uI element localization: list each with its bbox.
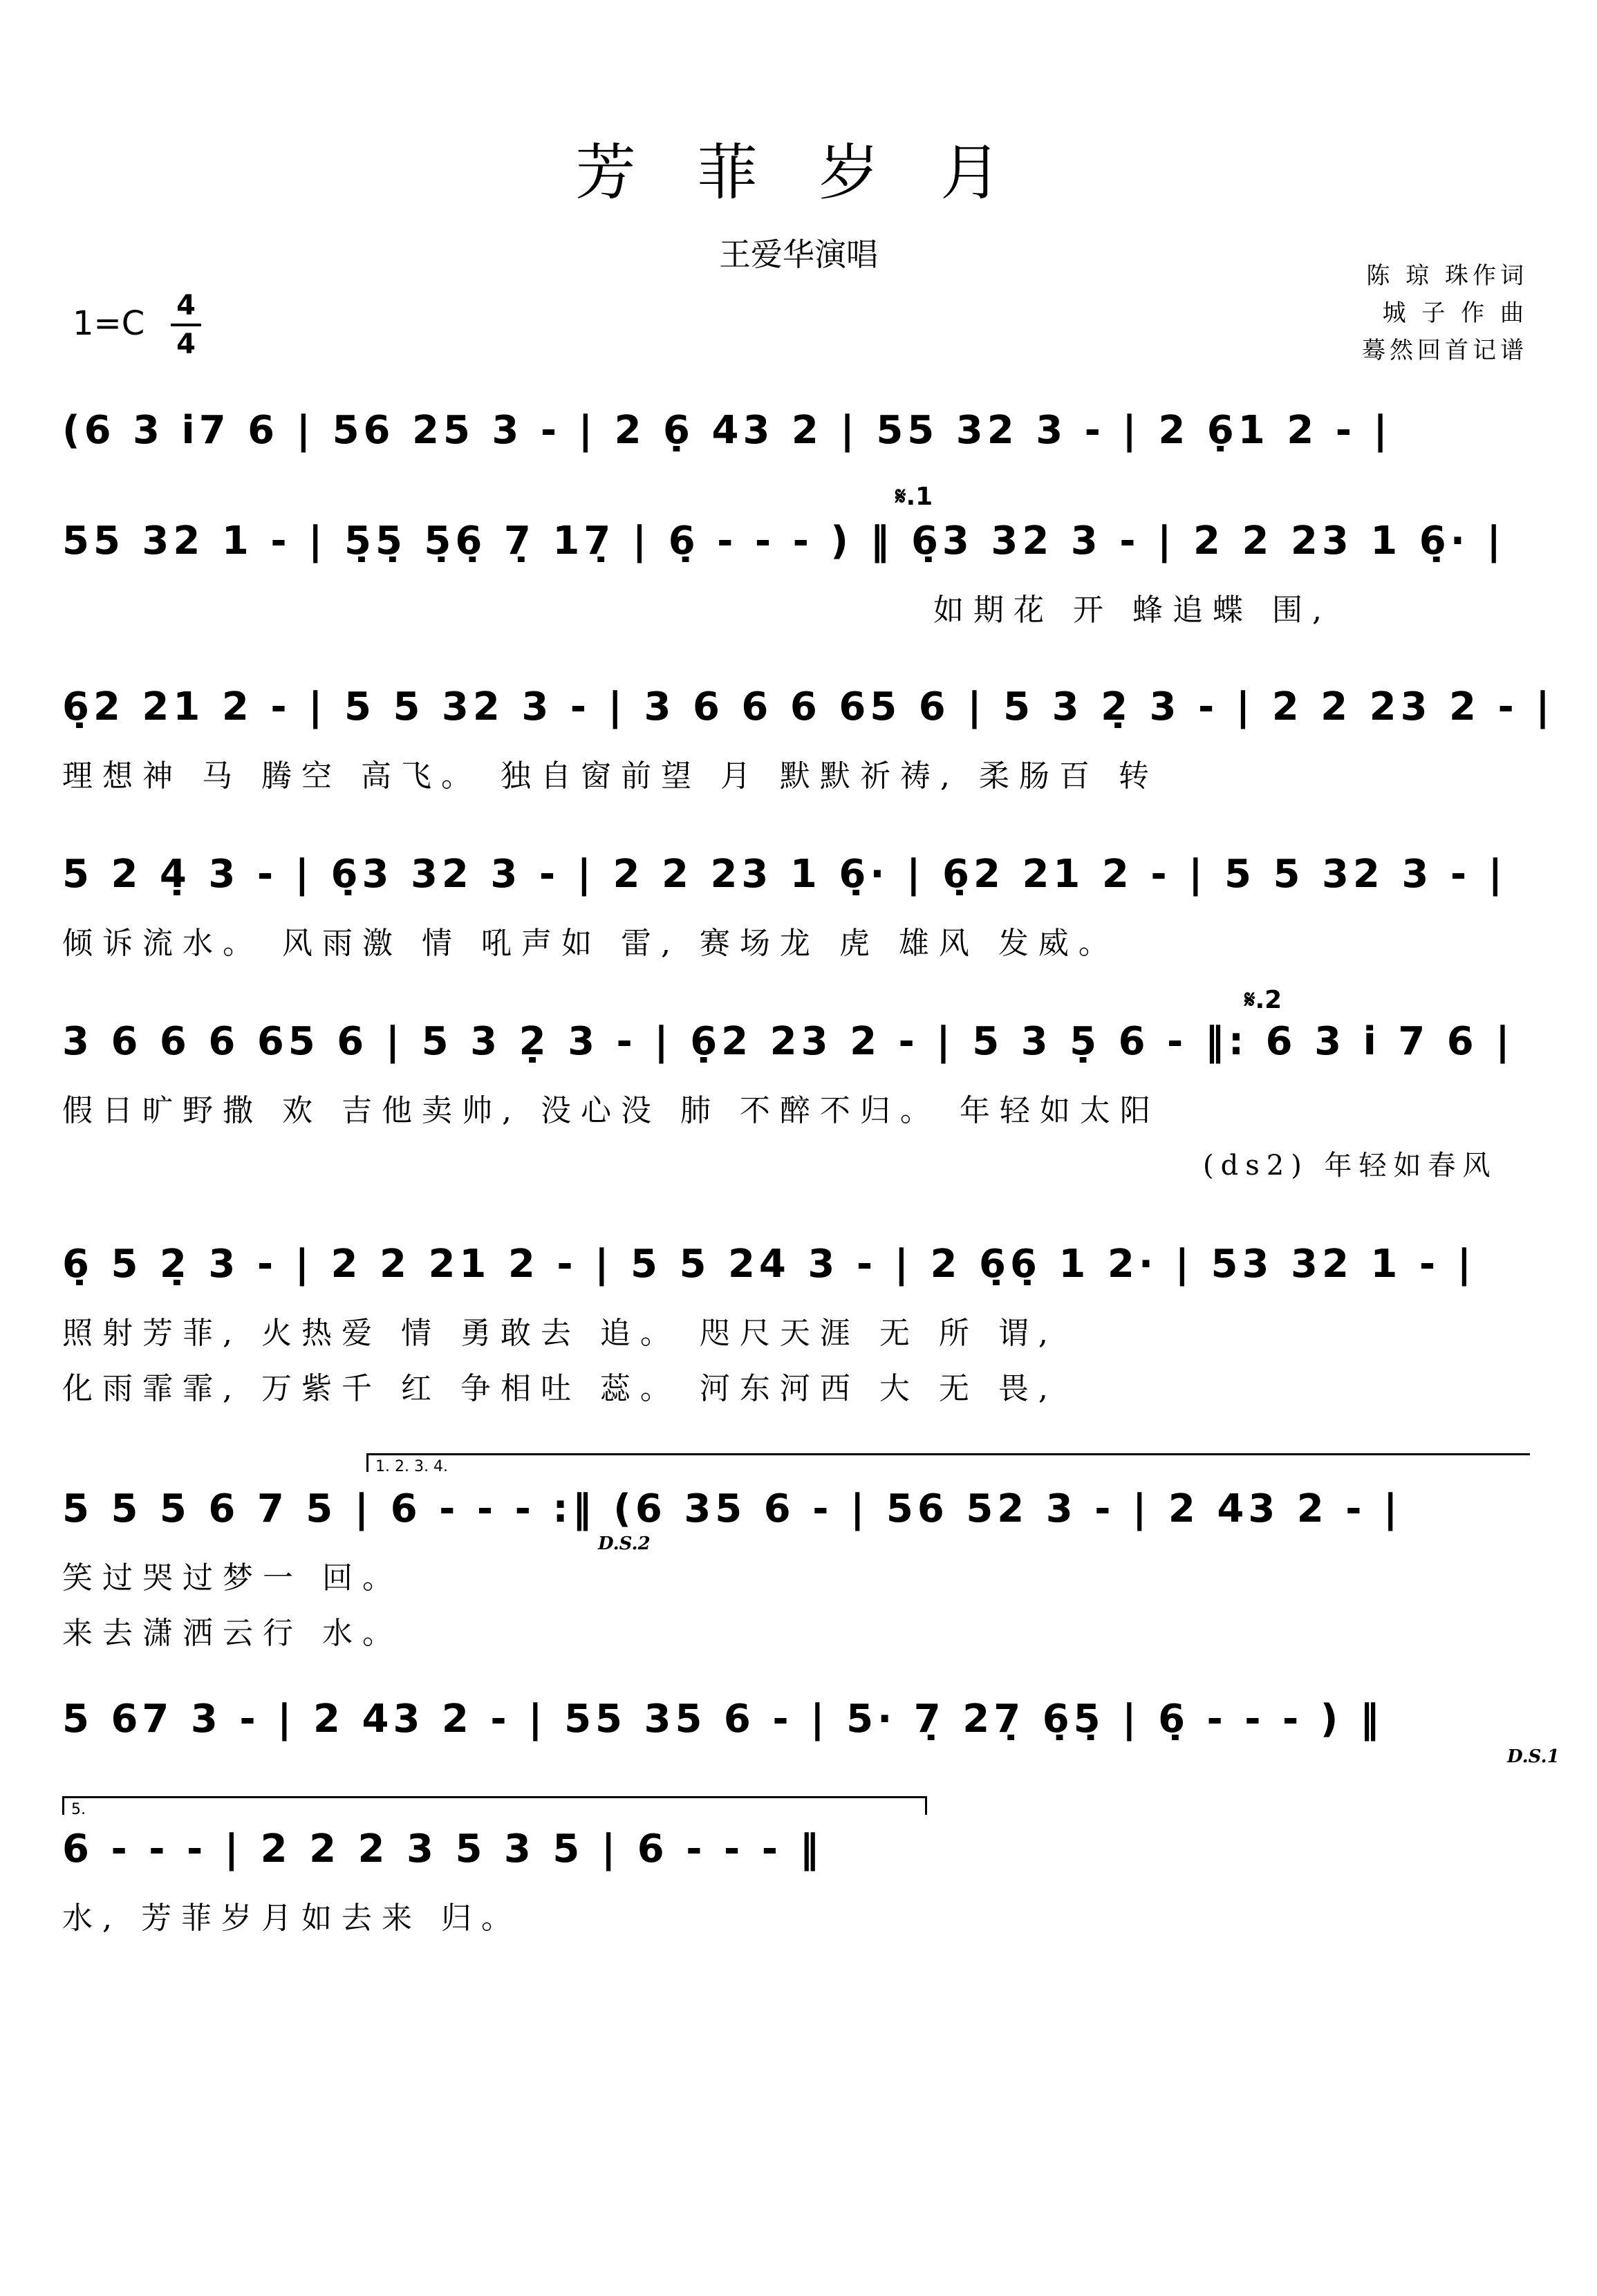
performer: 王爱华演唱 — [719, 236, 878, 273]
lyrics-line-6b: 化雨霏霏, 万紫千 红 争相吐 蕊。 河东河西 大 无 畏, — [62, 1371, 1058, 1406]
lyricist: 陈 琼 珠作词 — [1366, 262, 1528, 290]
notes-line-6: 6̣ 5 2̣ 3 - | 2 2 21 2 - | 5 5 24 3 - | 2 6̣6̣ 1 2· | 53 32 1 - | — [62, 1242, 1476, 1287]
lyrics-line-7b: 来去潇洒云行 水。 — [62, 1616, 402, 1651]
ds-1-mark: D.S.1 — [1507, 1746, 1560, 1767]
time-signature — [171, 289, 201, 361]
notes-line-9: 6 - - - | 2 2 2 3 5 3 5 | 6 - - - ‖ — [62, 1827, 823, 1872]
composer: 城 子 作 曲 — [1382, 299, 1528, 327]
lyrics-line-5a: 假日旷野撒 欢 吉他卖帅, 没心没 肺 不醉不归。 年轻如太阳 — [62, 1093, 1160, 1128]
lyrics-line-7a: 笑过哭过梦一 回。 — [62, 1560, 402, 1596]
notes-line-8: 5 67 3 - | 2 43 2 - | 55 35 6 - | 5· 7̣ 27̣ 6̣5̣ | 6̣ - - - ) ‖ — [62, 1697, 1383, 1742]
lyrics-line-3: 理想神 马 腾空 高飞。 独自窗前望 月 默默祈祷, 柔肠百 转 — [62, 758, 1159, 794]
credits — [1362, 257, 1528, 369]
time-divider — [171, 324, 201, 326]
notes-line-5: 3 6 6 6 65 6 | 5 3 2̣ 3 - | 6̣2 23 2 - | 5 3 5̣ 6 - ‖: 6 3 i̇ 7 6 | — [62, 1019, 1514, 1064]
lyrics-line-4: 倾诉流水。 风雨激 情 吼声如 雷, 赛场龙 虎 雄风 发威。 — [62, 926, 1119, 961]
lyrics-line-9: 水, 芳菲岁月如去来 归。 — [62, 1901, 521, 1936]
time-denominator: 4 — [176, 328, 196, 360]
time-numerator: 4 — [176, 290, 196, 321]
notes-line-7: 5 5 5 6 7 5 | 6 - - - :‖ (6 35 6 - | 56 52 3 - | 2 43 2 - | — [62, 1486, 1402, 1531]
notes-line-4: 5 2 4̣ 3 - | 6̣3 32 3 - | 2 2 23 1 6̣· | 6̣2 21 2 - | 5 5 32 3 - | — [62, 852, 1507, 897]
lyrics-line-6a: 照射芳菲, 火热爱 情 勇敢去 追。 咫尺天涯 无 所 谓, — [62, 1316, 1058, 1351]
segno-1: 𝄋.1 — [895, 483, 933, 511]
transcriber: 蓦然回首记谱 — [1362, 337, 1528, 364]
key-signature: 1=C — [73, 304, 145, 343]
notes-line-2: 55 32 1 - | 5̣5̣ 5̣6̣ 7̣ 17̣ | 6̣ - - - ) ‖ 6̣3 32 3 - | 2 2 23 1 6̣· | — [62, 519, 1505, 563]
notes-line-1: (6 3 i̇7 6 | 56 25 3 - | 2 6̣ 43 2 | 55 32 3 - | 2 6̣1 2 - | — [62, 408, 1392, 453]
lyrics-line-5b: (ds2) 年轻如春风 — [1203, 1150, 1497, 1182]
volta-bracket-1 — [366, 1453, 1530, 1475]
segno-2: 𝄋.2 — [1244, 986, 1282, 1014]
volta-label-5: 5. — [71, 1801, 86, 1818]
volta-label-1: 1. 2. 3. 4. — [375, 1458, 448, 1475]
notes-line-3: 6̣2 21 2 - | 5 5 32 3 - | 3 6 6 6 65 6 | 5 3 2̣ 3 - | 2 2 23 2 - | — [62, 684, 1554, 729]
lyrics-line-2: 如期花 开 蜂追蝶 围, — [933, 592, 1332, 628]
song-title: 芳 菲 岁 月 — [575, 137, 1022, 208]
volta-bracket-5 — [62, 1796, 927, 1818]
ds-2-mark: D.S.2 — [598, 1533, 651, 1554]
